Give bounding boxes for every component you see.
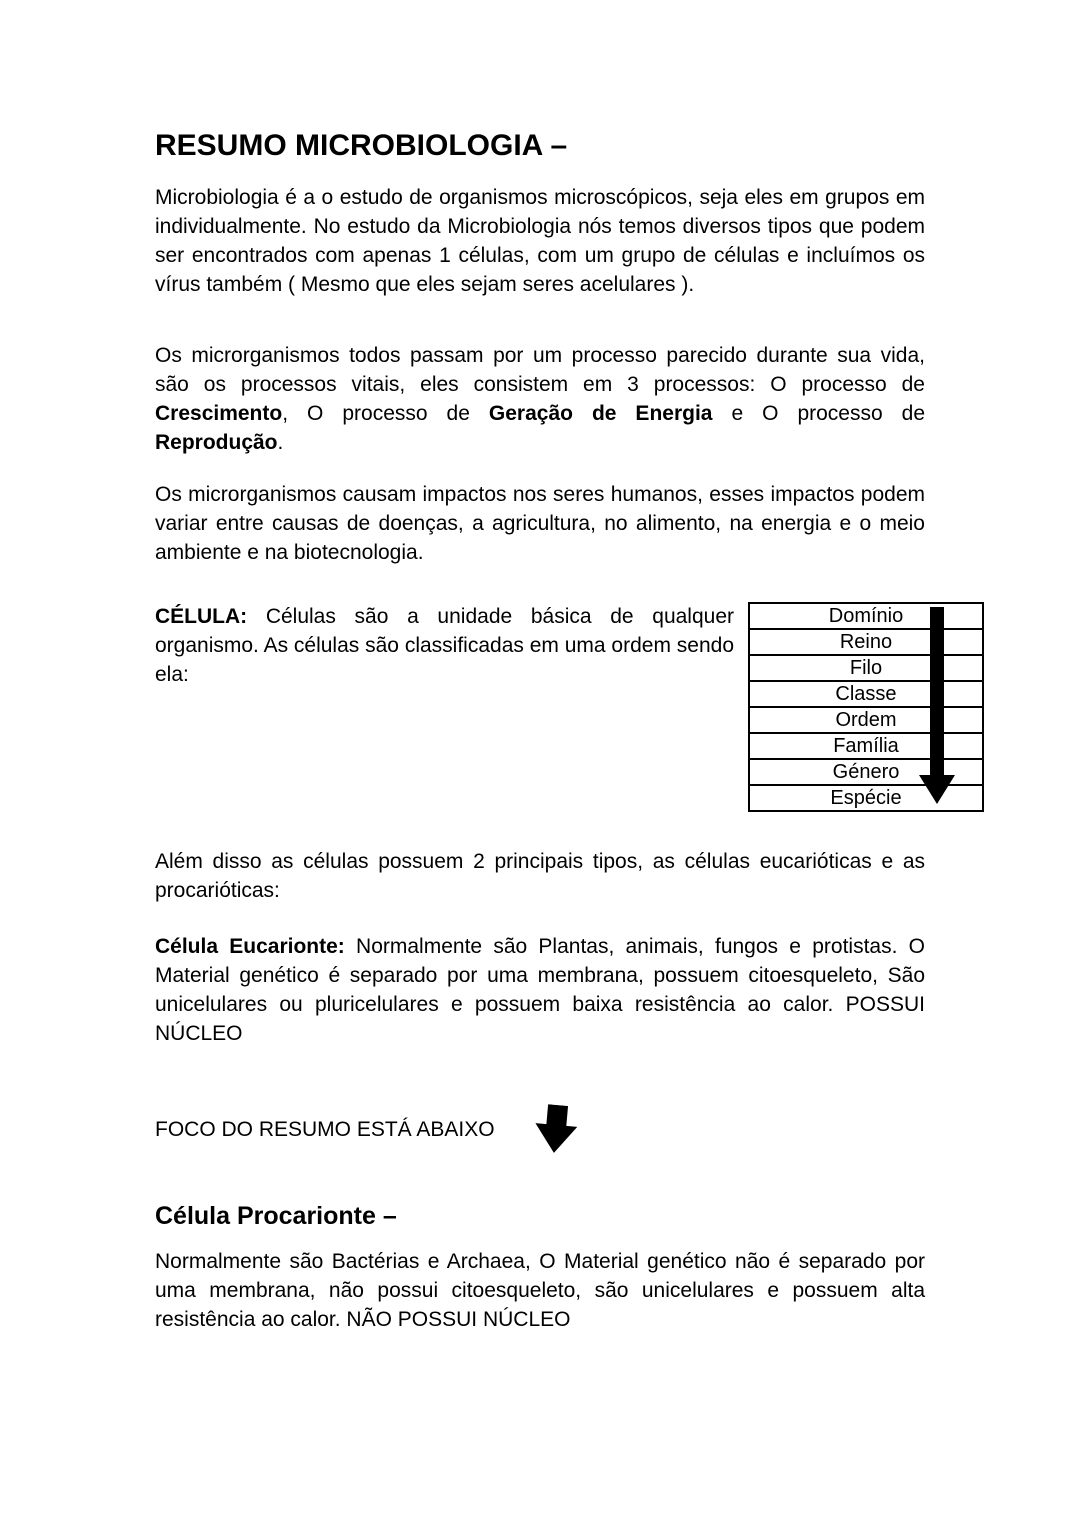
taxonomy-row-ordem xyxy=(748,706,984,734)
celula-section xyxy=(155,602,925,812)
celula-label: CÉLULA: xyxy=(155,605,248,628)
bold-geracao-energia: Geração de Energia xyxy=(488,402,713,425)
taxonomy-label: Classe xyxy=(835,683,897,705)
impacts-paragraph: Os microrganismos causam impactos nos seres humanos, esses impactos podem variar entre causas de doenças, a agricultura, no alimento, na energia e o meio ambiente e na biotecnologia. xyxy=(155,483,925,564)
taxonomy-label: Domínio xyxy=(828,605,904,627)
taxonomy-label: Reino xyxy=(839,631,893,653)
taxonomy-row-filo xyxy=(748,654,984,682)
taxonomy-label: Família xyxy=(833,735,899,757)
procarionte-paragraph: Normalmente são Bactérias e Archaea, O Material genético não é separado por uma membrana, não possui citoesqueleto, são unicelulares e possuem alta resistência ao calor. NÃO POSSUI NÚCLEO xyxy=(155,1250,925,1331)
taxonomy-row-familia xyxy=(748,732,984,760)
taxonomy-label: Género xyxy=(832,761,900,783)
taxonomy-label: Espécie xyxy=(830,787,902,809)
eucarionte-label: Célula Eucarionte: xyxy=(155,935,345,958)
taxonomy-row-dominio xyxy=(748,602,984,630)
procarionte-heading: Célula Procarionte – xyxy=(155,1202,397,1230)
taxonomy-label: Filo xyxy=(849,657,883,679)
taxonomy-row-genero xyxy=(748,758,984,786)
taxonomy-row-reino xyxy=(748,628,984,656)
eucarionte-paragraph xyxy=(155,932,925,1048)
processes-text-2: , O processo de xyxy=(282,402,489,425)
foco-text: FOCO DO RESUMO ESTÁ ABAIXO xyxy=(155,1117,495,1141)
foco-line xyxy=(155,1105,925,1153)
intro-paragraph: Microbiologia é a o estudo de organismos microscópicos, seja eles em grupos em individualmente. No estudo da Microbiologia nós temos diversos tipos que podem ser encontrados com apenas 1 células, com um grupo de células e incluímos os vírus também ( Mesmo que eles sejam seres acelulares ). xyxy=(155,186,925,296)
bold-crescimento: Crescimento xyxy=(155,402,283,425)
foco-down-arrow-icon xyxy=(533,1103,579,1154)
cell-types-paragraph: Além disso as células possuem 2 principais tipos, as células eucarióticas e as procarióticas: xyxy=(155,850,925,902)
document-title: RESUMO MICROBIOLOGIA – xyxy=(155,129,568,162)
celula-text: Células são a unidade básica de qualquer organismo. As células são classificadas em uma ordem sendo ela: xyxy=(155,605,734,686)
processes-text-3: e O processo de xyxy=(712,402,925,425)
processes-text-4: . xyxy=(277,431,284,454)
bold-reproducao: Reprodução xyxy=(155,431,278,454)
taxonomy-label: Ordem xyxy=(835,709,897,731)
eucarionte-text: Normalmente são Plantas, animais, fungos e protistas. O Material genético é separado por uma membrana, possuem citoesqueleto, São unicelulares ou pluricelulares e possuem baixa resistência ao calor. POSSUI NÚCLEO xyxy=(155,935,925,1045)
taxonomy-row-especie xyxy=(748,784,984,812)
processes-paragraph xyxy=(155,341,925,457)
taxonomy-table xyxy=(748,602,984,812)
processes-text-1: Os microrganismos todos passam por um processo parecido durante sua vida, são os processos vitais, eles consistem em 3 processos: O processo de xyxy=(155,344,925,396)
taxonomy-row-classe xyxy=(748,680,984,708)
